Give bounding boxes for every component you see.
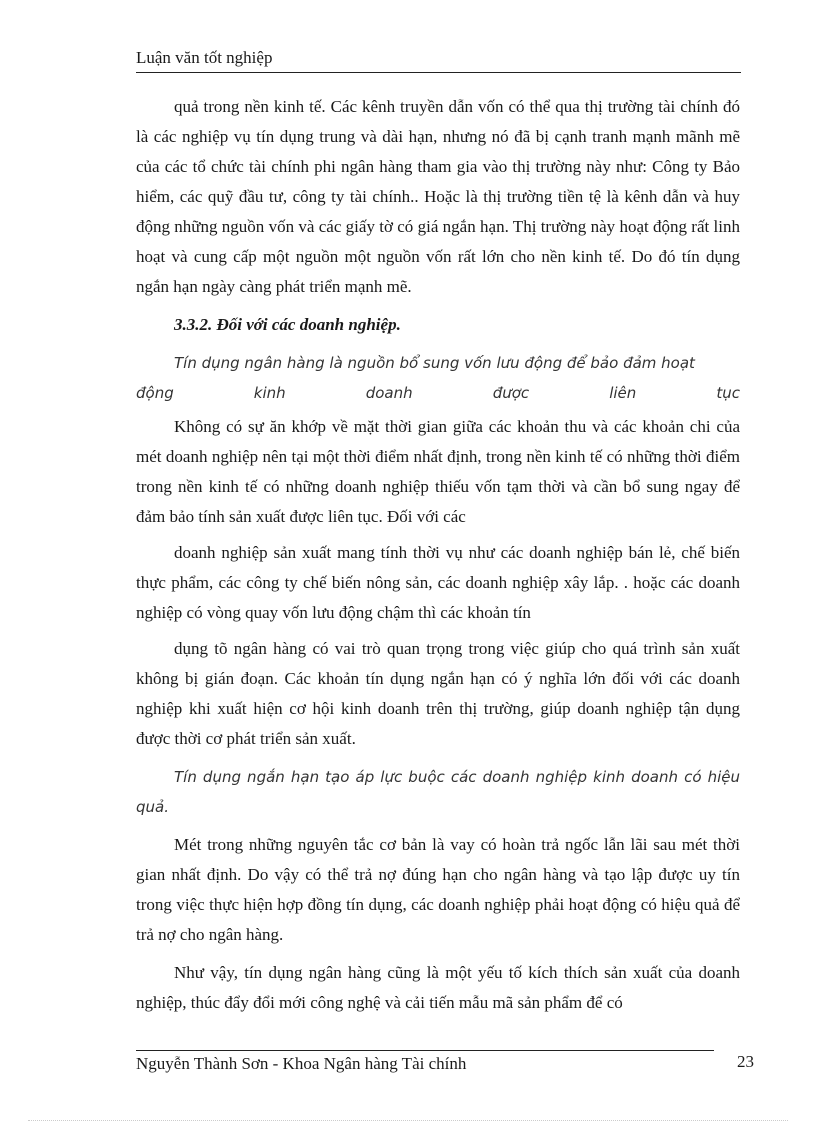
paragraph-4: dụng tõ ngân hàng có vai trò quan trọng trong việc giúp cho quá trình sản xuất không bị gián đoạn. Các khoản tín dụng ngắn hạn có ý nghĩa lớn đối với các doanh nghiệp khi xuất hiện cơ hội kinh doanh trên thị trường, giúp doanh nghiệp tận dụng được thời cơ phát triển sản xuất. [136, 639, 740, 748]
page-number: 23 [737, 1052, 754, 1071]
page-bottom-border [28, 1120, 788, 1121]
italic-paragraph: Tín dụng ngắn hạn tạo áp lực buộc các doanh nghiệp kinh doanh có hiệu quả. [136, 768, 740, 816]
section-heading: 3.3.2. Đối với các doanh nghiệp. [174, 315, 401, 334]
italic-line-2: động kinh doanh được liên tục [136, 384, 740, 402]
paragraph-2: Không có sự ăn khớp về mặt thời gian giữa các khoản thu và các khoản chi của mét doanh nghiệp nên tại một thời điểm nhất định, trong nền kinh tế có những thời điểm trong nền kinh tế có những doanh nghiệp thiếu vốn tạm thời và cần bổ sung ngay để đảm bảo tính sản xuất được liên tục. Đối với các [136, 417, 740, 526]
paragraph-3: doanh nghiệp sản xuất mang tính thời vụ như các doanh nghiệp bán lẻ, chế biến thực phẩm, các công ty chế biến nông sản, các doanh nghiệp xây lắp. . hoặc các doanh nghiệp có vòng quay vốn lưu động chậm thì các khoản tín [136, 543, 740, 622]
paragraph-6: Như vậy, tín dụng ngân hàng cũng là một yếu tố kích thích sản xuất của doanh nghiệp, thúc đẩy đổi mới công nghệ và cải tiến mẫu mã sản phẩm để có [136, 963, 740, 1012]
page-header: Luận văn tốt nghiệp [136, 48, 741, 73]
page-body [136, 92, 740, 1026]
footer-author: Nguyễn Thành Sơn - Khoa Ngân hàng Tài chính [136, 1054, 467, 1073]
footer-divider [136, 1050, 714, 1051]
paragraph-5: Mét trong những nguyên tắc cơ bản là vay có hoàn trả ngốc lẫn lãi sau mét thời gian nhất định. Do vậy có thể trả nợ đúng hạn cho ngân hàng và tạo lập được uy tín trong việc thực hiện hợp đồng tín dụng, các doanh nghiệp phải hoạt động có hiệu quả để trả nợ cho ngân hàng. [136, 835, 740, 944]
paragraph-1: quả trong nền kinh tế. Các kênh truyền dẫn vốn có thể qua thị trường tài chính đó là các nghiệp vụ tín dụng trung và dài hạn, nhưng nó đã bị cạnh tranh mạnh mãnh mẽ của các tổ chức tài chính phi ngân hàng tham gia vào thị trường này như: Công ty Bảo hiểm, các quỹ đầu tư, công ty tài chính.. Hoặc là thị trường tiền tệ là kênh dẫn và huy động những nguồn vốn và các giấy tờ có giá ngắn hạn. Thị trường này hoạt động rất linh hoạt và cung cấp một nguồn một nguồn vốn rất lớn cho nền kinh tế. Do đó tín dụng ngắn hạn ngày càng phát triển mạnh mẽ. [136, 97, 740, 296]
italic-line-1: Tín dụng ngân hàng là nguồn bổ sung vốn lưu động để bảo đảm hoạt [174, 354, 695, 372]
